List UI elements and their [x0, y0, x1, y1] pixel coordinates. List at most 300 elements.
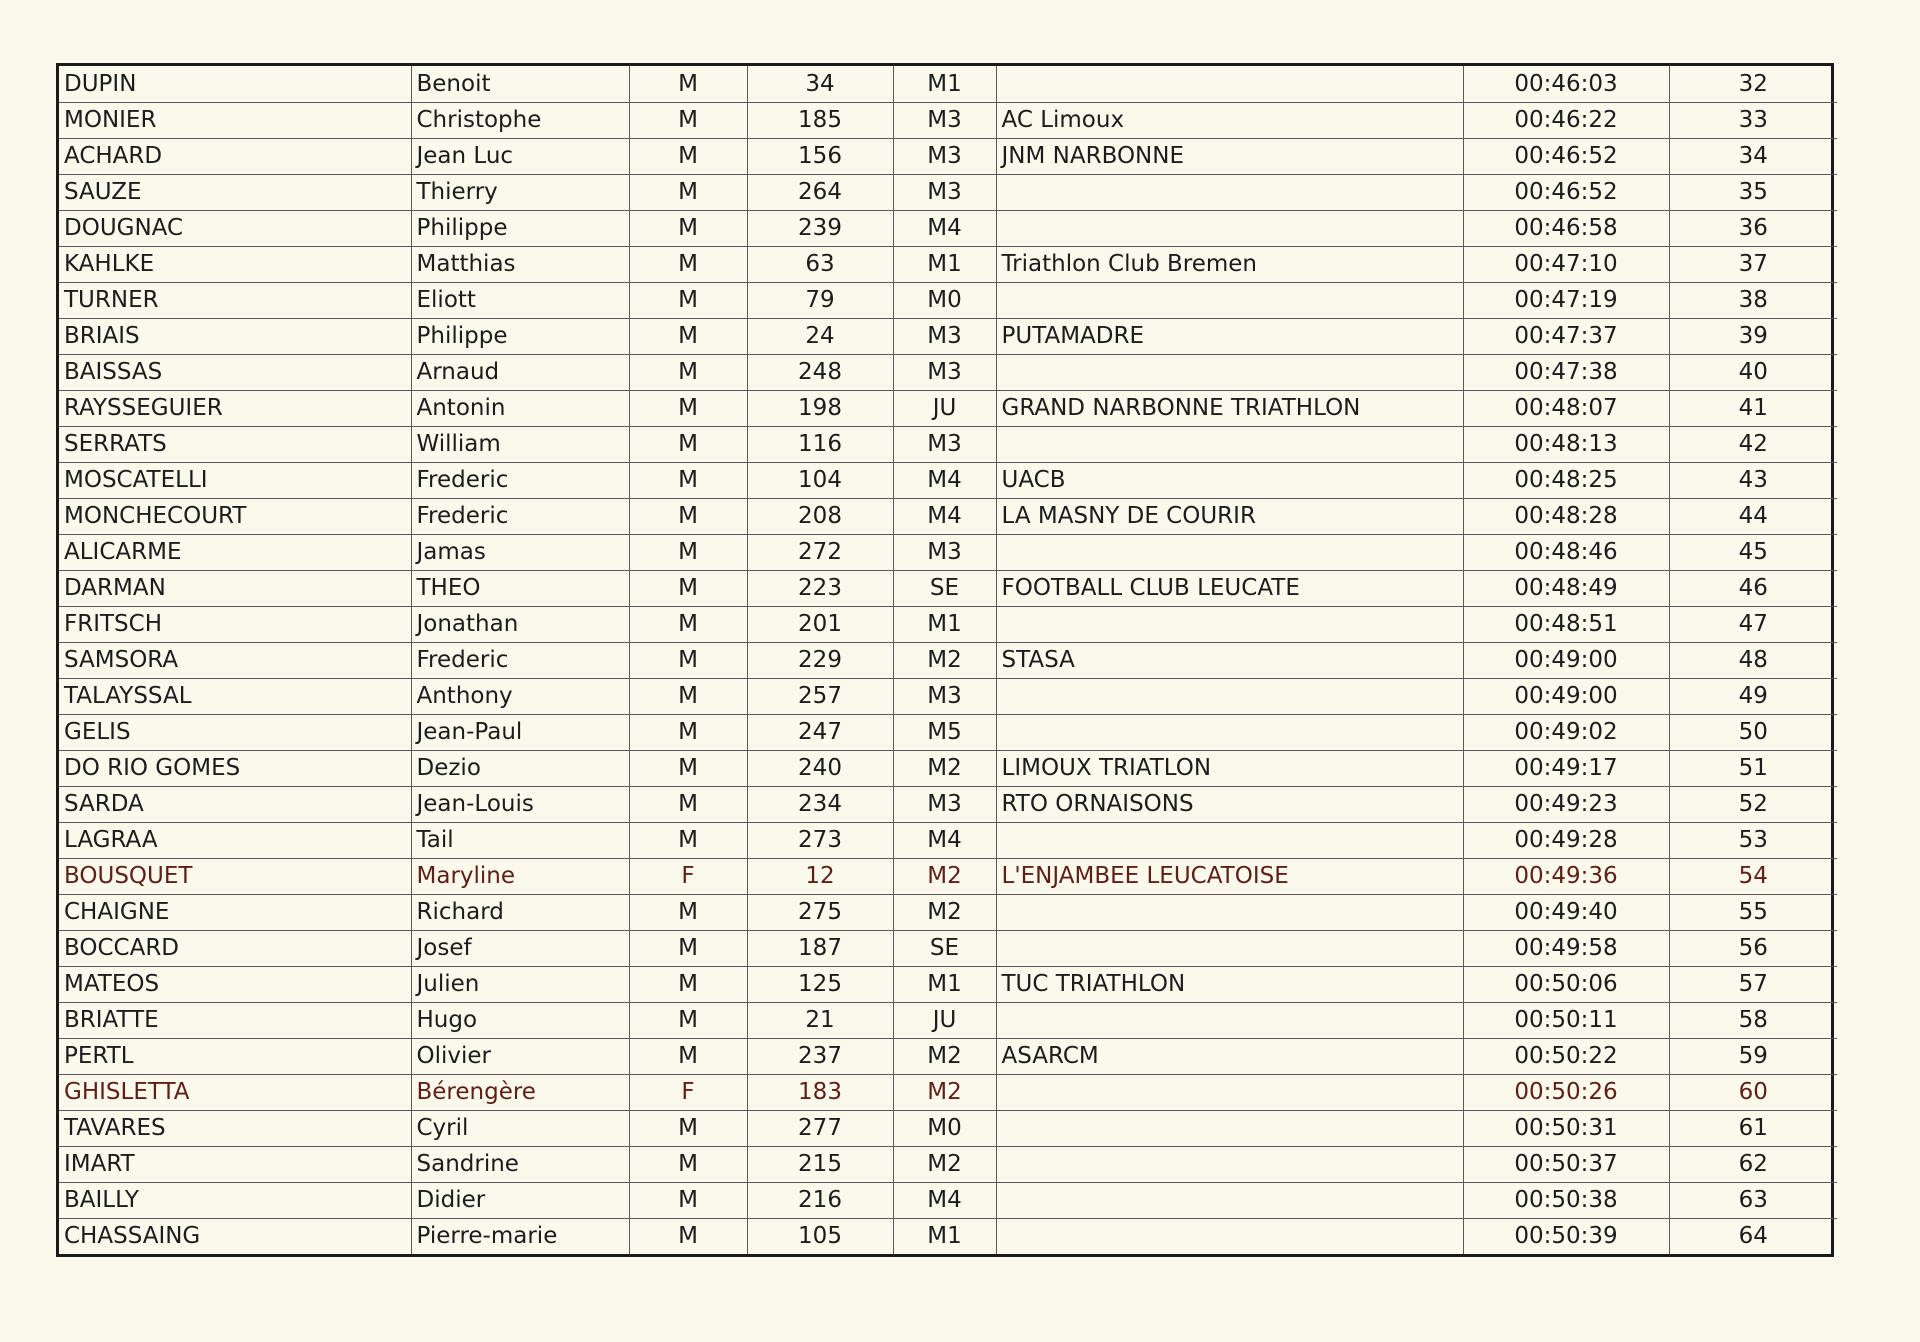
- rank-cell: 45: [1669, 534, 1837, 570]
- last-name-cell: BAILLY: [59, 1182, 411, 1218]
- first-name-cell: Jean-Paul: [411, 714, 629, 750]
- club-cell: [996, 714, 1463, 750]
- rank-cell: 37: [1669, 246, 1837, 282]
- club-cell: [996, 678, 1463, 714]
- first-name-cell: Matthias: [411, 246, 629, 282]
- club-cell: AC Limoux: [996, 102, 1463, 138]
- club-cell: [996, 822, 1463, 858]
- last-name-cell: BRIAIS: [59, 318, 411, 354]
- table-row: [59, 426, 1837, 462]
- last-name-cell: CHAIGNE: [59, 894, 411, 930]
- sex-cell: M: [629, 102, 747, 138]
- sex-cell: M: [629, 390, 747, 426]
- last-name-cell: MONCHECOURT: [59, 498, 411, 534]
- last-name-cell: MOSCATELLI: [59, 462, 411, 498]
- sex-cell: M: [629, 246, 747, 282]
- table-row: [59, 678, 1837, 714]
- table-row: [59, 66, 1837, 102]
- sex-cell: M: [629, 462, 747, 498]
- sex-cell: M: [629, 210, 747, 246]
- first-name-cell: Dezio: [411, 750, 629, 786]
- finish-time-cell: 00:47:10: [1463, 246, 1669, 282]
- rank-cell: 53: [1669, 822, 1837, 858]
- table-row: [59, 1110, 1837, 1146]
- club-cell: [996, 1218, 1463, 1254]
- first-name-cell: Maryline: [411, 858, 629, 894]
- bib-number-cell: 34: [747, 66, 893, 102]
- finish-time-cell: 00:49:17: [1463, 750, 1669, 786]
- sex-cell: F: [629, 1074, 747, 1110]
- rank-cell: 38: [1669, 282, 1837, 318]
- rank-cell: 32: [1669, 66, 1837, 102]
- finish-time-cell: 00:49:00: [1463, 678, 1669, 714]
- table-row: [59, 750, 1837, 786]
- first-name-cell: Jean-Louis: [411, 786, 629, 822]
- bib-number-cell: 229: [747, 642, 893, 678]
- sex-cell: M: [629, 714, 747, 750]
- category-cell: M5: [893, 714, 996, 750]
- club-cell: Triathlon Club Bremen: [996, 246, 1463, 282]
- table-row: [59, 714, 1837, 750]
- first-name-cell: Julien: [411, 966, 629, 1002]
- club-cell: [996, 894, 1463, 930]
- sex-cell: M: [629, 642, 747, 678]
- rank-cell: 46: [1669, 570, 1837, 606]
- sex-cell: M: [629, 174, 747, 210]
- table-row: [59, 210, 1837, 246]
- last-name-cell: DO RIO GOMES: [59, 750, 411, 786]
- category-cell: M1: [893, 606, 996, 642]
- club-cell: [996, 1074, 1463, 1110]
- category-cell: M1: [893, 246, 996, 282]
- last-name-cell: LAGRAA: [59, 822, 411, 858]
- finish-time-cell: 00:50:37: [1463, 1146, 1669, 1182]
- rank-cell: 44: [1669, 498, 1837, 534]
- bib-number-cell: 208: [747, 498, 893, 534]
- finish-time-cell: 00:50:22: [1463, 1038, 1669, 1074]
- rank-cell: 62: [1669, 1146, 1837, 1182]
- rank-cell: 49: [1669, 678, 1837, 714]
- category-cell: M3: [893, 678, 996, 714]
- finish-time-cell: 00:48:25: [1463, 462, 1669, 498]
- finish-time-cell: 00:48:07: [1463, 390, 1669, 426]
- last-name-cell: GELIS: [59, 714, 411, 750]
- bib-number-cell: 21: [747, 1002, 893, 1038]
- category-cell: M1: [893, 966, 996, 1002]
- last-name-cell: IMART: [59, 1146, 411, 1182]
- rank-cell: 50: [1669, 714, 1837, 750]
- finish-time-cell: 00:50:39: [1463, 1218, 1669, 1254]
- last-name-cell: ALICARME: [59, 534, 411, 570]
- category-cell: M3: [893, 786, 996, 822]
- category-cell: M3: [893, 534, 996, 570]
- first-name-cell: Pierre-marie: [411, 1218, 629, 1254]
- bib-number-cell: 248: [747, 354, 893, 390]
- rank-cell: 57: [1669, 966, 1837, 1002]
- first-name-cell: William: [411, 426, 629, 462]
- last-name-cell: BAISSAS: [59, 354, 411, 390]
- club-cell: LIMOUX TRIATLON: [996, 750, 1463, 786]
- first-name-cell: Antonin: [411, 390, 629, 426]
- sex-cell: M: [629, 66, 747, 102]
- last-name-cell: SAUZE: [59, 174, 411, 210]
- sex-cell: M: [629, 1110, 747, 1146]
- first-name-cell: Tail: [411, 822, 629, 858]
- sex-cell: M: [629, 786, 747, 822]
- category-cell: M2: [893, 1074, 996, 1110]
- sex-cell: M: [629, 822, 747, 858]
- finish-time-cell: 00:50:38: [1463, 1182, 1669, 1218]
- sex-cell: M: [629, 1038, 747, 1074]
- bib-number-cell: 12: [747, 858, 893, 894]
- bib-number-cell: 247: [747, 714, 893, 750]
- category-cell: M4: [893, 210, 996, 246]
- sex-cell: M: [629, 966, 747, 1002]
- category-cell: JU: [893, 1002, 996, 1038]
- category-cell: M3: [893, 354, 996, 390]
- club-cell: [996, 1002, 1463, 1038]
- sex-cell: M: [629, 1002, 747, 1038]
- last-name-cell: FRITSCH: [59, 606, 411, 642]
- bib-number-cell: 185: [747, 102, 893, 138]
- last-name-cell: MATEOS: [59, 966, 411, 1002]
- bib-number-cell: 257: [747, 678, 893, 714]
- finish-time-cell: 00:46:22: [1463, 102, 1669, 138]
- sex-cell: M: [629, 678, 747, 714]
- category-cell: M4: [893, 1182, 996, 1218]
- last-name-cell: GHISLETTA: [59, 1074, 411, 1110]
- club-cell: TUC TRIATHLON: [996, 966, 1463, 1002]
- bib-number-cell: 273: [747, 822, 893, 858]
- finish-time-cell: 00:49:02: [1463, 714, 1669, 750]
- table-row: [59, 606, 1837, 642]
- category-cell: M2: [893, 858, 996, 894]
- rank-cell: 59: [1669, 1038, 1837, 1074]
- table-row: [59, 246, 1837, 282]
- last-name-cell: BOUSQUET: [59, 858, 411, 894]
- table-row: [59, 930, 1837, 966]
- club-cell: [996, 174, 1463, 210]
- rank-cell: 63: [1669, 1182, 1837, 1218]
- finish-time-cell: 00:48:46: [1463, 534, 1669, 570]
- sex-cell: M: [629, 750, 747, 786]
- table-row: [59, 966, 1837, 1002]
- sex-cell: M: [629, 570, 747, 606]
- sex-cell: M: [629, 426, 747, 462]
- club-cell: L'ENJAMBEE LEUCATOISE: [996, 858, 1463, 894]
- first-name-cell: Hugo: [411, 1002, 629, 1038]
- category-cell: M1: [893, 1218, 996, 1254]
- bib-number-cell: 223: [747, 570, 893, 606]
- club-cell: GRAND NARBONNE TRIATHLON: [996, 390, 1463, 426]
- last-name-cell: SAMSORA: [59, 642, 411, 678]
- sex-cell: M: [629, 930, 747, 966]
- category-cell: JU: [893, 390, 996, 426]
- bib-number-cell: 239: [747, 210, 893, 246]
- rank-cell: 42: [1669, 426, 1837, 462]
- finish-time-cell: 00:47:38: [1463, 354, 1669, 390]
- bib-number-cell: 234: [747, 786, 893, 822]
- first-name-cell: Eliott: [411, 282, 629, 318]
- rank-cell: 51: [1669, 750, 1837, 786]
- finish-time-cell: 00:48:51: [1463, 606, 1669, 642]
- first-name-cell: Jamas: [411, 534, 629, 570]
- club-cell: [996, 1110, 1463, 1146]
- sex-cell: M: [629, 606, 747, 642]
- first-name-cell: Arnaud: [411, 354, 629, 390]
- club-cell: [996, 282, 1463, 318]
- category-cell: M4: [893, 822, 996, 858]
- club-cell: [996, 210, 1463, 246]
- category-cell: M4: [893, 462, 996, 498]
- rank-cell: 58: [1669, 1002, 1837, 1038]
- first-name-cell: Didier: [411, 1182, 629, 1218]
- sex-cell: F: [629, 858, 747, 894]
- club-cell: JNM NARBONNE: [996, 138, 1463, 174]
- bib-number-cell: 104: [747, 462, 893, 498]
- results-sheet: [56, 63, 1834, 1257]
- rank-cell: 36: [1669, 210, 1837, 246]
- table-row: [59, 102, 1837, 138]
- finish-time-cell: 00:50:31: [1463, 1110, 1669, 1146]
- table-row: [59, 462, 1837, 498]
- category-cell: SE: [893, 570, 996, 606]
- finish-time-cell: 00:50:26: [1463, 1074, 1669, 1110]
- category-cell: M2: [893, 750, 996, 786]
- table-row: [59, 894, 1837, 930]
- rank-cell: 56: [1669, 930, 1837, 966]
- rank-cell: 48: [1669, 642, 1837, 678]
- table-row: [59, 786, 1837, 822]
- category-cell: M2: [893, 894, 996, 930]
- table-row: [59, 1038, 1837, 1074]
- bib-number-cell: 79: [747, 282, 893, 318]
- finish-time-cell: 00:50:06: [1463, 966, 1669, 1002]
- last-name-cell: BOCCARD: [59, 930, 411, 966]
- finish-time-cell: 00:46:52: [1463, 138, 1669, 174]
- table-row: [59, 1002, 1837, 1038]
- bib-number-cell: 63: [747, 246, 893, 282]
- first-name-cell: Christophe: [411, 102, 629, 138]
- category-cell: M2: [893, 1038, 996, 1074]
- sex-cell: M: [629, 534, 747, 570]
- category-cell: SE: [893, 930, 996, 966]
- bib-number-cell: 277: [747, 1110, 893, 1146]
- finish-time-cell: 00:47:37: [1463, 318, 1669, 354]
- last-name-cell: DOUGNAC: [59, 210, 411, 246]
- sex-cell: M: [629, 894, 747, 930]
- table-row: [59, 390, 1837, 426]
- last-name-cell: KAHLKE: [59, 246, 411, 282]
- sex-cell: M: [629, 498, 747, 534]
- category-cell: M2: [893, 1146, 996, 1182]
- table-row: [59, 858, 1837, 894]
- last-name-cell: TAVARES: [59, 1110, 411, 1146]
- category-cell: M0: [893, 1110, 996, 1146]
- bib-number-cell: 240: [747, 750, 893, 786]
- sex-cell: M: [629, 318, 747, 354]
- table-row: [59, 498, 1837, 534]
- bib-number-cell: 237: [747, 1038, 893, 1074]
- bib-number-cell: 187: [747, 930, 893, 966]
- sex-cell: M: [629, 1218, 747, 1254]
- first-name-cell: Richard: [411, 894, 629, 930]
- last-name-cell: TALAYSSAL: [59, 678, 411, 714]
- first-name-cell: Philippe: [411, 318, 629, 354]
- club-cell: PUTAMADRE: [996, 318, 1463, 354]
- finish-time-cell: 00:47:19: [1463, 282, 1669, 318]
- bib-number-cell: 105: [747, 1218, 893, 1254]
- category-cell: M0: [893, 282, 996, 318]
- rank-cell: 52: [1669, 786, 1837, 822]
- club-cell: [996, 930, 1463, 966]
- bib-number-cell: 264: [747, 174, 893, 210]
- table-row: [59, 138, 1837, 174]
- rank-cell: 54: [1669, 858, 1837, 894]
- bib-number-cell: 216: [747, 1182, 893, 1218]
- category-cell: M2: [893, 642, 996, 678]
- last-name-cell: SARDA: [59, 786, 411, 822]
- first-name-cell: Olivier: [411, 1038, 629, 1074]
- finish-time-cell: 00:48:28: [1463, 498, 1669, 534]
- first-name-cell: Thierry: [411, 174, 629, 210]
- finish-time-cell: 00:49:23: [1463, 786, 1669, 822]
- first-name-cell: Sandrine: [411, 1146, 629, 1182]
- bib-number-cell: 183: [747, 1074, 893, 1110]
- last-name-cell: BRIATTE: [59, 1002, 411, 1038]
- table-row: [59, 534, 1837, 570]
- rank-cell: 60: [1669, 1074, 1837, 1110]
- category-cell: M4: [893, 498, 996, 534]
- category-cell: M3: [893, 138, 996, 174]
- club-cell: [996, 606, 1463, 642]
- finish-time-cell: 00:46:58: [1463, 210, 1669, 246]
- table-row: [59, 1182, 1837, 1218]
- last-name-cell: ACHARD: [59, 138, 411, 174]
- club-cell: [996, 66, 1463, 102]
- category-cell: M3: [893, 426, 996, 462]
- table-row: [59, 642, 1837, 678]
- sex-cell: M: [629, 138, 747, 174]
- table-row: [59, 1074, 1837, 1110]
- club-cell: RTO ORNAISONS: [996, 786, 1463, 822]
- club-cell: UACB: [996, 462, 1463, 498]
- results-table: [59, 66, 1837, 1254]
- first-name-cell: Benoit: [411, 66, 629, 102]
- last-name-cell: CHASSAING: [59, 1218, 411, 1254]
- finish-time-cell: 00:49:00: [1463, 642, 1669, 678]
- rank-cell: 43: [1669, 462, 1837, 498]
- category-cell: M3: [893, 318, 996, 354]
- table-row: [59, 354, 1837, 390]
- first-name-cell: Bérengère: [411, 1074, 629, 1110]
- sex-cell: M: [629, 1182, 747, 1218]
- club-cell: STASA: [996, 642, 1463, 678]
- sex-cell: M: [629, 282, 747, 318]
- sex-cell: M: [629, 354, 747, 390]
- bib-number-cell: 116: [747, 426, 893, 462]
- first-name-cell: Philippe: [411, 210, 629, 246]
- finish-time-cell: 00:49:36: [1463, 858, 1669, 894]
- finish-time-cell: 00:50:11: [1463, 1002, 1669, 1038]
- club-cell: [996, 534, 1463, 570]
- table-row: [59, 1218, 1837, 1254]
- rank-cell: 61: [1669, 1110, 1837, 1146]
- club-cell: [996, 426, 1463, 462]
- club-cell: LA MASNY DE COURIR: [996, 498, 1463, 534]
- bib-number-cell: 198: [747, 390, 893, 426]
- rank-cell: 34: [1669, 138, 1837, 174]
- category-cell: M3: [893, 174, 996, 210]
- rank-cell: 33: [1669, 102, 1837, 138]
- results-body: [59, 66, 1837, 1254]
- bib-number-cell: 156: [747, 138, 893, 174]
- bib-number-cell: 24: [747, 318, 893, 354]
- rank-cell: 55: [1669, 894, 1837, 930]
- last-name-cell: RAYSSEGUIER: [59, 390, 411, 426]
- sex-cell: M: [629, 1146, 747, 1182]
- club-cell: FOOTBALL CLUB LEUCATE: [996, 570, 1463, 606]
- finish-time-cell: 00:49:58: [1463, 930, 1669, 966]
- table-row: [59, 570, 1837, 606]
- rank-cell: 40: [1669, 354, 1837, 390]
- bib-number-cell: 272: [747, 534, 893, 570]
- rank-cell: 35: [1669, 174, 1837, 210]
- finish-time-cell: 00:48:49: [1463, 570, 1669, 606]
- first-name-cell: Cyril: [411, 1110, 629, 1146]
- last-name-cell: MONIER: [59, 102, 411, 138]
- bib-number-cell: 125: [747, 966, 893, 1002]
- bib-number-cell: 201: [747, 606, 893, 642]
- last-name-cell: SERRATS: [59, 426, 411, 462]
- first-name-cell: Frederic: [411, 462, 629, 498]
- club-cell: [996, 1146, 1463, 1182]
- first-name-cell: Frederic: [411, 498, 629, 534]
- finish-time-cell: 00:46:03: [1463, 66, 1669, 102]
- last-name-cell: DUPIN: [59, 66, 411, 102]
- bib-number-cell: 275: [747, 894, 893, 930]
- first-name-cell: Jonathan: [411, 606, 629, 642]
- last-name-cell: TURNER: [59, 282, 411, 318]
- finish-time-cell: 00:49:28: [1463, 822, 1669, 858]
- rank-cell: 47: [1669, 606, 1837, 642]
- table-row: [59, 822, 1837, 858]
- club-cell: [996, 1182, 1463, 1218]
- rank-cell: 39: [1669, 318, 1837, 354]
- table-row: [59, 282, 1837, 318]
- category-cell: M1: [893, 66, 996, 102]
- bib-number-cell: 215: [747, 1146, 893, 1182]
- first-name-cell: Josef: [411, 930, 629, 966]
- table-row: [59, 174, 1837, 210]
- first-name-cell: Jean Luc: [411, 138, 629, 174]
- rank-cell: 41: [1669, 390, 1837, 426]
- club-cell: [996, 354, 1463, 390]
- category-cell: M3: [893, 102, 996, 138]
- table-row: [59, 1146, 1837, 1182]
- finish-time-cell: 00:49:40: [1463, 894, 1669, 930]
- first-name-cell: Anthony: [411, 678, 629, 714]
- last-name-cell: PERTL: [59, 1038, 411, 1074]
- first-name-cell: Frederic: [411, 642, 629, 678]
- table-row: [59, 318, 1837, 354]
- finish-time-cell: 00:46:52: [1463, 174, 1669, 210]
- club-cell: ASARCM: [996, 1038, 1463, 1074]
- last-name-cell: DARMAN: [59, 570, 411, 606]
- first-name-cell: THEO: [411, 570, 629, 606]
- rank-cell: 64: [1669, 1218, 1837, 1254]
- finish-time-cell: 00:48:13: [1463, 426, 1669, 462]
